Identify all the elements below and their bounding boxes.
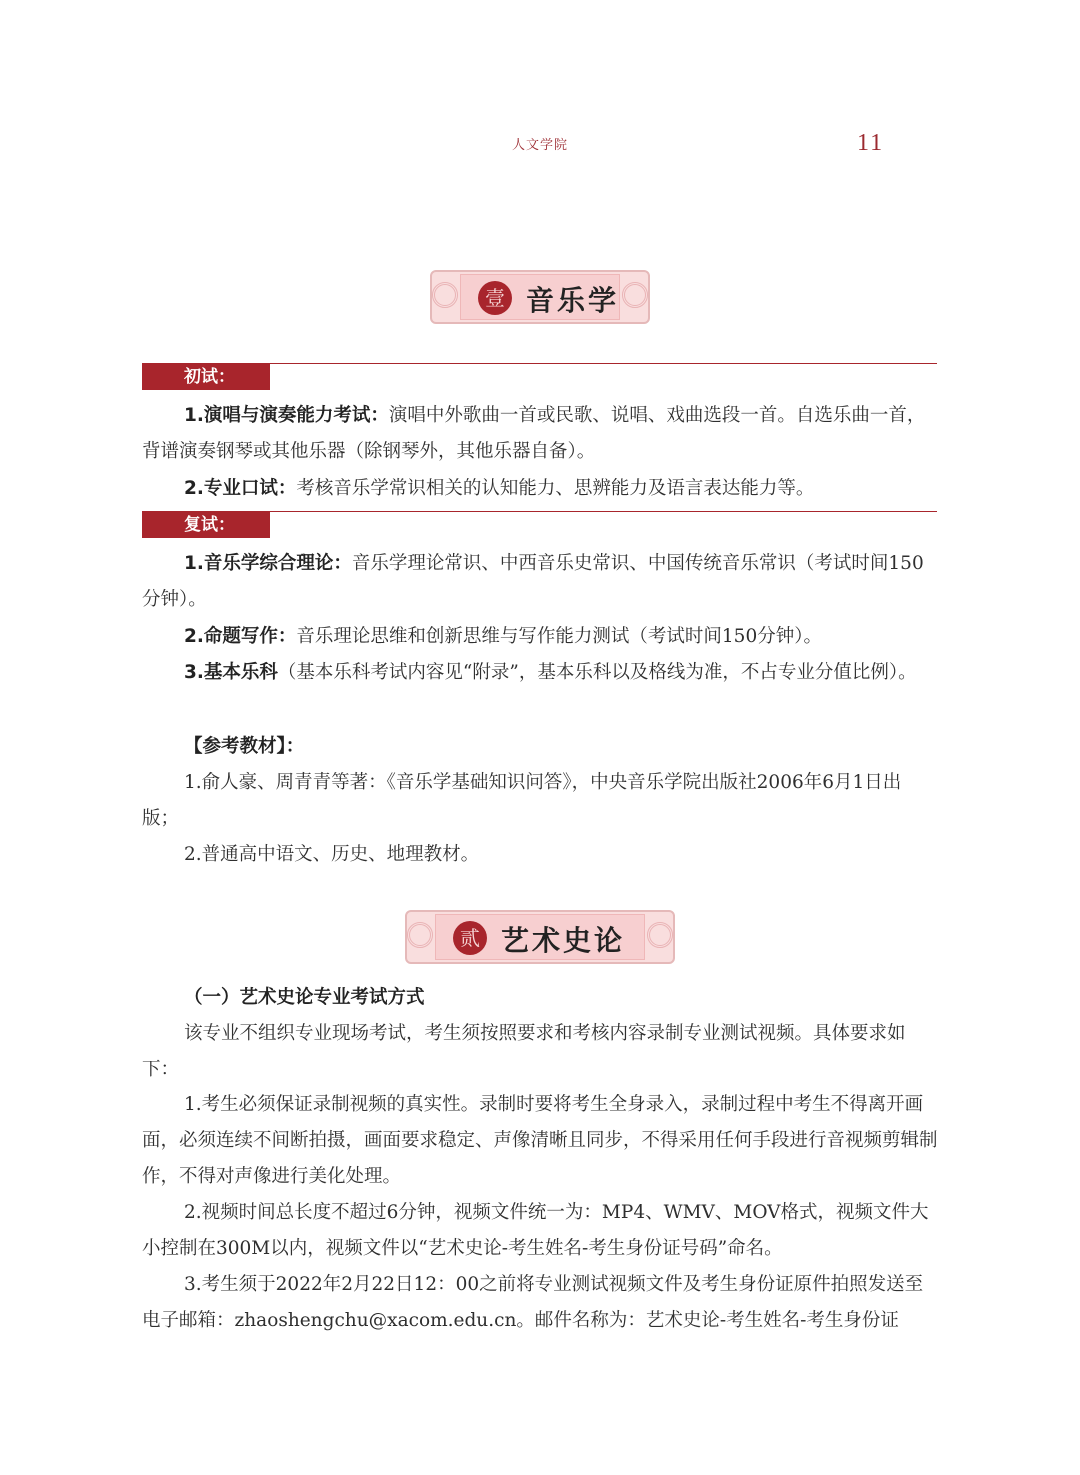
section-title: 艺术史论: [501, 924, 626, 957]
reference-item-2: 2.普通高中语文、历史、地理教材。: [184, 844, 480, 865]
section-numeral-badge: 贰: [453, 921, 487, 955]
paragraph-2: 2.视频时间总长度不超过6分钟，视频文件统一为：MP4、WMV、MOV格式，视频文件大小控制在300M以内，视频文件以“艺术史论-考生姓名-考生身份证号码”命名。: [142, 1202, 929, 1259]
subheading: （一）艺术史论专业考试方式: [184, 987, 425, 1008]
section-title: 音乐学: [526, 284, 620, 317]
final-item-2: 2.命题写作：音乐理论思维和创新思维与写作能力测试（考试时间150分钟）。: [184, 626, 822, 647]
section-numeral-badge: 壹: [478, 281, 512, 315]
section-banner-music: [430, 270, 650, 324]
page-number: 11: [857, 130, 885, 156]
ornament-left-icon: [407, 922, 433, 948]
ornament-right-icon: [647, 922, 673, 948]
final-item-3: 3.基本乐科（基本乐科考试内容见“附录”，基本乐科以及格线为准，不占专业分值比例）。: [184, 662, 917, 683]
paragraph-intro: 该专业不组织专业现场考试，考生须按照要求和考核内容录制专业测试视频。具体要求如下：: [142, 1023, 906, 1080]
prelim-item-2: 2.专业口试：考核音乐学常识相关的认知能力、思辨能力及语言表达能力等。: [184, 478, 815, 499]
prelim-item-1: 1.演唱与演奏能力考试：演唱中外歌曲一首或民歌、说唱、戏曲选段一首。自选乐曲一首，背谱演奏钢琴或其他乐器（除钢琴外，其他乐器自备）。: [142, 405, 926, 462]
references-heading: 【参考教材】：: [184, 736, 305, 757]
ornament-left-icon: [432, 282, 458, 308]
final-item-1: 1.音乐学综合理论：音乐学理论常识、中西音乐史常识、中国传统音乐常识（考试时间150分钟）。: [142, 553, 924, 610]
paragraph-1: 1.考生必须保证录制视频的真实性。录制时要将考生全身录入，录制过程中考生不得离开画面，必须连续不间断拍摄，画面要求稳定、声像清晰且同步，不得采用任何手段进行音视频剪辑制作，不得对声像进行美化处理。: [142, 1094, 938, 1187]
preliminary-label: 初试：: [142, 364, 270, 390]
ornament-right-icon: [622, 282, 648, 308]
reference-item-1: 1.俞人豪、周青青等著：《音乐学基础知识问答》，中央音乐学院出版社2006年6月1日出版；: [142, 772, 902, 829]
paragraph-3: 3.考生须于2022年2月22日12：00之前将专业测试视频文件及考生身份证原件拍照发送至电子邮箱：zhaoshengchu@xacom.edu.cn。邮件名称为：艺术史论-考生姓名-考生身份证: [142, 1274, 924, 1331]
final-label: 复试：: [142, 512, 270, 538]
running-header: 人文学院: [511, 138, 568, 153]
section-banner-art-history: [405, 910, 675, 964]
